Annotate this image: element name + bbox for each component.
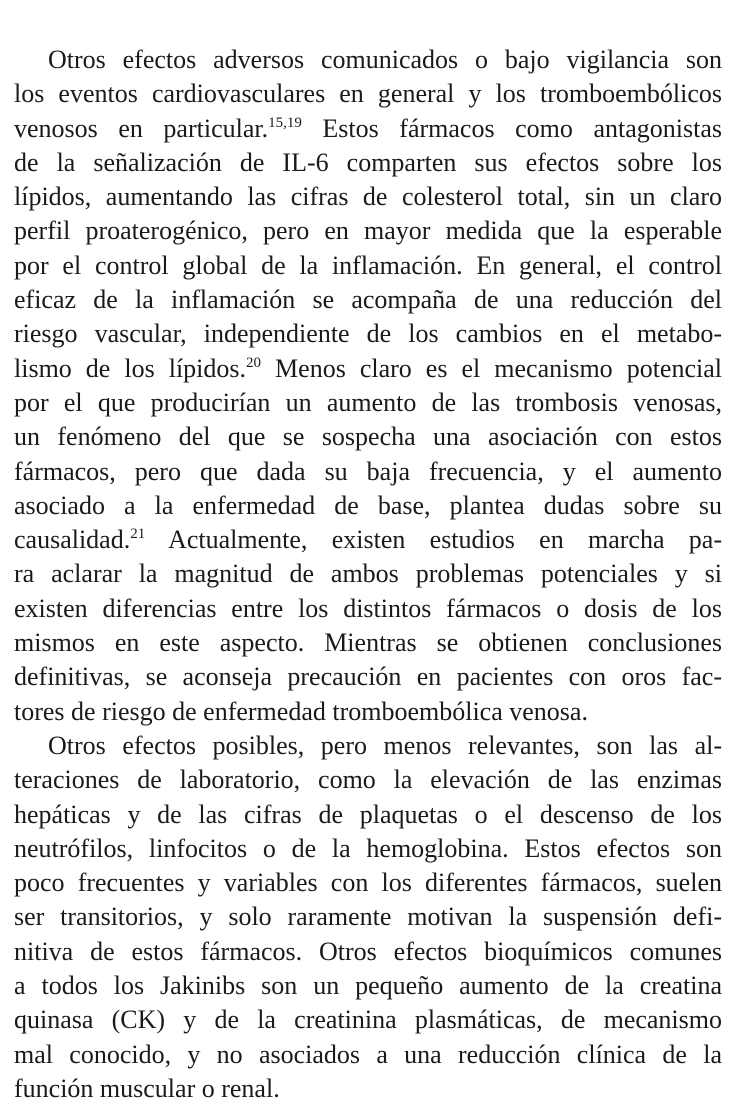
text-line	[14, 557, 722, 591]
text-line	[14, 626, 722, 660]
text-line	[14, 798, 722, 832]
text-run: Estos fármacos como antagonistas	[301, 113, 722, 143]
text-run: de la señalización de IL-6 comparten sus efectos sobre los	[14, 147, 722, 177]
text-run: neutrófilos, linfocitos o de la hemoglobina. Estos efectos son	[14, 833, 722, 863]
text-line	[14, 866, 722, 900]
text-line	[14, 1038, 722, 1072]
text-line	[14, 969, 722, 1003]
text-run: mal conocido, y no asociados a una reducción clínica de la	[14, 1039, 722, 1069]
text-run: venosos en particular.	[14, 113, 269, 143]
text-run: un fenómeno del que se sospecha una asociación con estos	[14, 422, 722, 452]
text-run: eficaz de la inflamación se acompaña de una reducción del	[14, 285, 722, 315]
text-run: definitivas, se aconseja precaución en pacientes con oros fac-	[14, 662, 722, 692]
citation-superscript: 20	[246, 354, 262, 371]
text-line	[14, 180, 722, 214]
text-run: nitiva de estos fármacos. Otros efectos bioquímicos comunes	[14, 936, 722, 966]
text-run: poco frecuentes y variables con los diferentes fármacos, suelen	[14, 868, 722, 898]
text-line	[14, 77, 722, 111]
text-run: quinasa (CK) y de la creatinina plasmáticas, de mecanismo	[14, 1005, 722, 1035]
citation-superscript: 15,19	[268, 114, 302, 131]
text-line	[14, 489, 722, 523]
text-line	[14, 43, 722, 77]
text-line	[14, 214, 722, 248]
text-line	[14, 1003, 722, 1037]
text-line	[14, 352, 722, 386]
paragraph-lab-alterations	[14, 729, 722, 1106]
text-line	[14, 455, 722, 489]
text-line	[14, 729, 722, 763]
text-run: perfil proaterogénico, pero en mayor medida que la esperable	[14, 216, 722, 246]
text-line	[14, 832, 722, 866]
text-line	[14, 900, 722, 934]
text-line	[14, 283, 722, 317]
text-line	[14, 146, 722, 180]
text-run: lismo de los lípidos.	[14, 353, 247, 383]
text-run: fármacos, pero que dada su baja frecuencia, y el aumento	[14, 456, 722, 486]
text-line	[14, 523, 722, 557]
text-run: los eventos cardiovasculares en general y los tromboembólicos	[14, 79, 722, 109]
text-run: Actualmente, existen estudios en marcha pa-	[145, 525, 722, 555]
text-line	[14, 695, 722, 729]
text-run: ra aclarar la magnitud de ambos problemas potenciales y si	[14, 559, 722, 589]
text-run: por el control global de la inflamación. En general, el control	[14, 250, 722, 280]
text-line	[14, 763, 722, 797]
text-run: mismos en este aspecto. Mientras se obtienen conclusiones	[14, 628, 722, 658]
text-run: lípidos, aumentando las cifras de colesterol total, sin un claro	[14, 182, 722, 212]
text-run: tores de riesgo de enfermedad tromboembólica venosa.	[14, 696, 588, 726]
text-line	[14, 1072, 722, 1106]
text-run: causalidad.	[14, 525, 131, 555]
text-run: función muscular o renal.	[14, 1073, 280, 1103]
text-run: riesgo vascular, independiente de los cambios en el metabo-	[14, 319, 722, 349]
text-run: teraciones de laboratorio, como la elevación de las enzimas	[14, 765, 722, 795]
citation-superscript: 21	[130, 526, 146, 543]
text-run: hepáticas y de las cifras de plaquetas o el descenso de los	[14, 799, 722, 829]
text-run: ser transitorios, y solo raramente motivan la suspensión defi-	[14, 902, 722, 932]
text-line	[14, 592, 722, 626]
text-line	[14, 386, 722, 420]
paragraph-adverse-effects	[14, 43, 722, 729]
text-line	[14, 420, 722, 454]
text-run: asociado a la enfermedad de base, plantea dudas sobre su	[14, 490, 722, 520]
text-run: Otros efectos adversos comunicados o bajo vigilancia son	[48, 45, 722, 74]
text-run: Menos claro es el mecanismo potencial	[261, 353, 722, 383]
text-run: Otros efectos posibles, pero menos relevantes, son las al-	[48, 730, 722, 760]
text-run: existen diferencias entre los distintos fármacos o dosis de los	[14, 593, 722, 623]
text-run: a todos los Jakinibs son un pequeño aumento de la creatina	[14, 971, 722, 1001]
text-line	[14, 249, 722, 283]
text-line	[14, 317, 722, 351]
text-line	[14, 935, 722, 969]
text-line	[14, 660, 722, 694]
text-line	[14, 112, 722, 146]
text-run: por el que producirían un aumento de las trombosis venosas,	[14, 387, 722, 417]
